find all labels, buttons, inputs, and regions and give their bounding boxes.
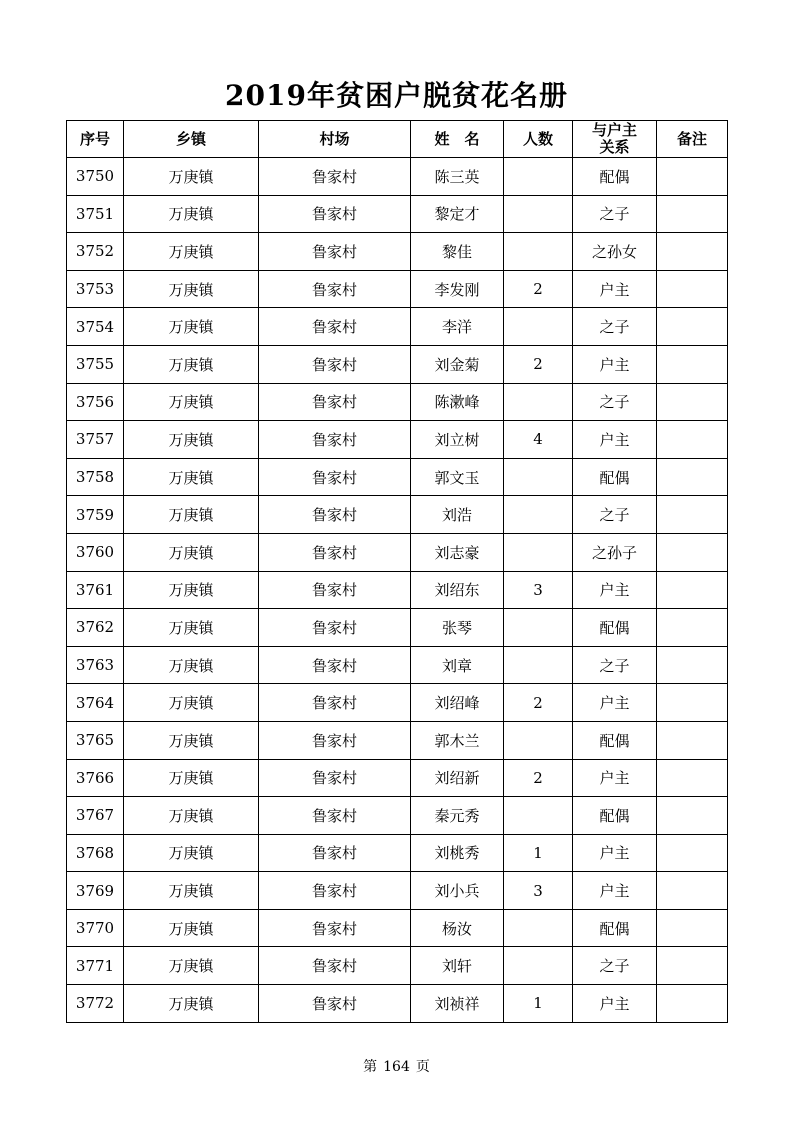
cell-remark xyxy=(657,345,728,383)
table-body xyxy=(67,158,728,1023)
cell-remark xyxy=(657,834,728,872)
cell-town: 万庚镇 xyxy=(124,759,259,797)
cell-seq: 3752 xyxy=(67,233,124,271)
page-number: 164 xyxy=(383,1059,410,1075)
cell-remark xyxy=(657,533,728,571)
cell-village: 鲁家村 xyxy=(259,270,411,308)
cell-name: 秦元秀 xyxy=(411,797,504,835)
table-row xyxy=(67,571,728,609)
cell-count: 3 xyxy=(504,571,573,609)
cell-count xyxy=(504,195,573,233)
cell-relation: 配偶 xyxy=(573,609,657,647)
cell-seq: 3754 xyxy=(67,308,124,346)
cell-village: 鲁家村 xyxy=(259,721,411,759)
cell-seq: 3767 xyxy=(67,797,124,835)
cell-remark xyxy=(657,872,728,910)
cell-name: 黎定才 xyxy=(411,195,504,233)
cell-relation: 配偶 xyxy=(573,909,657,947)
cell-seq: 3768 xyxy=(67,834,124,872)
cell-count: 1 xyxy=(504,985,573,1023)
cell-village: 鲁家村 xyxy=(259,571,411,609)
cell-relation: 之子 xyxy=(573,383,657,421)
cell-village: 鲁家村 xyxy=(259,609,411,647)
cell-town: 万庚镇 xyxy=(124,233,259,271)
cell-seq: 3771 xyxy=(67,947,124,985)
cell-village: 鲁家村 xyxy=(259,797,411,835)
table-row xyxy=(67,233,728,271)
cell-relation: 之孙女 xyxy=(573,233,657,271)
table-row xyxy=(67,909,728,947)
cell-count xyxy=(504,797,573,835)
table-row xyxy=(67,872,728,910)
header-relation-line2: 关系 xyxy=(599,138,630,156)
cell-village: 鲁家村 xyxy=(259,383,411,421)
cell-remark xyxy=(657,721,728,759)
cell-remark xyxy=(657,158,728,196)
cell-town: 万庚镇 xyxy=(124,345,259,383)
header-row xyxy=(67,121,728,158)
footer-suffix: 页 xyxy=(415,1059,430,1075)
cell-relation: 户主 xyxy=(573,985,657,1023)
cell-seq: 3763 xyxy=(67,646,124,684)
cell-count: 2 xyxy=(504,345,573,383)
page-footer xyxy=(0,1056,793,1076)
cell-town: 万庚镇 xyxy=(124,684,259,722)
table-row xyxy=(67,345,728,383)
cell-town: 万庚镇 xyxy=(124,947,259,985)
header-count: 人数 xyxy=(504,121,573,158)
cell-remark xyxy=(657,195,728,233)
cell-name: 刘志豪 xyxy=(411,533,504,571)
table-row xyxy=(67,383,728,421)
cell-count xyxy=(504,158,573,196)
cell-remark xyxy=(657,797,728,835)
table-row xyxy=(67,684,728,722)
cell-relation: 配偶 xyxy=(573,458,657,496)
cell-town: 万庚镇 xyxy=(124,383,259,421)
cell-remark xyxy=(657,646,728,684)
cell-remark xyxy=(657,383,728,421)
cell-relation: 配偶 xyxy=(573,721,657,759)
cell-count xyxy=(504,458,573,496)
cell-count xyxy=(504,646,573,684)
cell-relation: 户主 xyxy=(573,345,657,383)
table-row xyxy=(67,496,728,534)
cell-town: 万庚镇 xyxy=(124,533,259,571)
cell-town: 万庚镇 xyxy=(124,646,259,684)
cell-relation: 之子 xyxy=(573,646,657,684)
header-relation xyxy=(573,121,657,158)
cell-relation: 户主 xyxy=(573,834,657,872)
table-row xyxy=(67,533,728,571)
cell-relation: 之子 xyxy=(573,195,657,233)
table-row xyxy=(67,609,728,647)
cell-town: 万庚镇 xyxy=(124,421,259,459)
cell-name: 刘轩 xyxy=(411,947,504,985)
cell-town: 万庚镇 xyxy=(124,158,259,196)
cell-village: 鲁家村 xyxy=(259,684,411,722)
cell-count xyxy=(504,721,573,759)
cell-town: 万庚镇 xyxy=(124,458,259,496)
cell-relation: 户主 xyxy=(573,421,657,459)
cell-remark xyxy=(657,571,728,609)
cell-seq: 3751 xyxy=(67,195,124,233)
cell-count: 3 xyxy=(504,872,573,910)
cell-seq: 3757 xyxy=(67,421,124,459)
cell-village: 鲁家村 xyxy=(259,909,411,947)
cell-village: 鲁家村 xyxy=(259,834,411,872)
document-title: 2019年贫困户脱贫花名册 xyxy=(225,79,568,112)
cell-count xyxy=(504,947,573,985)
cell-seq: 3762 xyxy=(67,609,124,647)
cell-name: 刘立树 xyxy=(411,421,504,459)
table-row xyxy=(67,759,728,797)
cell-name: 郭文玉 xyxy=(411,458,504,496)
cell-seq: 3759 xyxy=(67,496,124,534)
cell-town: 万庚镇 xyxy=(124,270,259,308)
cell-remark xyxy=(657,947,728,985)
cell-name: 刘桃秀 xyxy=(411,834,504,872)
table-row xyxy=(67,646,728,684)
header-town: 乡镇 xyxy=(124,121,259,158)
header-name: 姓 名 xyxy=(411,121,504,158)
cell-remark xyxy=(657,759,728,797)
table-row xyxy=(67,308,728,346)
cell-relation: 之子 xyxy=(573,947,657,985)
cell-name: 张琴 xyxy=(411,609,504,647)
cell-name: 刘绍新 xyxy=(411,759,504,797)
table-row xyxy=(67,270,728,308)
cell-seq: 3750 xyxy=(67,158,124,196)
cell-remark xyxy=(657,233,728,271)
cell-count: 1 xyxy=(504,834,573,872)
cell-village: 鲁家村 xyxy=(259,985,411,1023)
cell-town: 万庚镇 xyxy=(124,909,259,947)
cell-count: 2 xyxy=(504,684,573,722)
cell-seq: 3770 xyxy=(67,909,124,947)
cell-village: 鲁家村 xyxy=(259,872,411,910)
table-header xyxy=(67,121,728,158)
cell-relation: 户主 xyxy=(573,571,657,609)
cell-remark xyxy=(657,985,728,1023)
cell-town: 万庚镇 xyxy=(124,609,259,647)
cell-seq: 3753 xyxy=(67,270,124,308)
cell-village: 鲁家村 xyxy=(259,533,411,571)
cell-count xyxy=(504,383,573,421)
cell-name: 刘绍峰 xyxy=(411,684,504,722)
cell-town: 万庚镇 xyxy=(124,985,259,1023)
cell-remark xyxy=(657,909,728,947)
cell-village: 鲁家村 xyxy=(259,345,411,383)
table-row xyxy=(67,797,728,835)
cell-village: 鲁家村 xyxy=(259,646,411,684)
cell-remark xyxy=(657,496,728,534)
cell-village: 鲁家村 xyxy=(259,158,411,196)
footer-prefix: 第 xyxy=(363,1059,378,1075)
cell-seq: 3761 xyxy=(67,571,124,609)
cell-name: 刘祯祥 xyxy=(411,985,504,1023)
cell-town: 万庚镇 xyxy=(124,496,259,534)
cell-seq: 3764 xyxy=(67,684,124,722)
header-remark: 备注 xyxy=(657,121,728,158)
cell-relation: 配偶 xyxy=(573,158,657,196)
header-seq: 序号 xyxy=(67,121,124,158)
header-village: 村场 xyxy=(259,121,411,158)
cell-relation: 户主 xyxy=(573,684,657,722)
table-row xyxy=(67,985,728,1023)
cell-seq: 3769 xyxy=(67,872,124,910)
cell-village: 鲁家村 xyxy=(259,421,411,459)
cell-name: 刘浩 xyxy=(411,496,504,534)
cell-village: 鲁家村 xyxy=(259,308,411,346)
cell-relation: 户主 xyxy=(573,872,657,910)
cell-town: 万庚镇 xyxy=(124,571,259,609)
cell-name: 刘金菊 xyxy=(411,345,504,383)
cell-town: 万庚镇 xyxy=(124,797,259,835)
table-row xyxy=(67,195,728,233)
table-row xyxy=(67,421,728,459)
cell-relation: 户主 xyxy=(573,270,657,308)
cell-count: 4 xyxy=(504,421,573,459)
cell-count xyxy=(504,609,573,647)
cell-remark xyxy=(657,421,728,459)
cell-village: 鲁家村 xyxy=(259,759,411,797)
table-row xyxy=(67,458,728,496)
table-row xyxy=(67,834,728,872)
cell-count xyxy=(504,233,573,271)
cell-relation: 配偶 xyxy=(573,797,657,835)
cell-name: 李发刚 xyxy=(411,270,504,308)
cell-town: 万庚镇 xyxy=(124,308,259,346)
cell-name: 郭木兰 xyxy=(411,721,504,759)
cell-village: 鲁家村 xyxy=(259,195,411,233)
cell-count xyxy=(504,308,573,346)
cell-name: 黎佳 xyxy=(411,233,504,271)
cell-count: 2 xyxy=(504,270,573,308)
cell-count xyxy=(504,496,573,534)
cell-seq: 3756 xyxy=(67,383,124,421)
cell-name: 陈漱峰 xyxy=(411,383,504,421)
cell-name: 陈三英 xyxy=(411,158,504,196)
cell-town: 万庚镇 xyxy=(124,872,259,910)
cell-village: 鲁家村 xyxy=(259,458,411,496)
cell-remark xyxy=(657,270,728,308)
table-row xyxy=(67,947,728,985)
cell-name: 刘小兵 xyxy=(411,872,504,910)
cell-remark xyxy=(657,308,728,346)
cell-remark xyxy=(657,684,728,722)
cell-relation: 之子 xyxy=(573,308,657,346)
cell-seq: 3755 xyxy=(67,345,124,383)
poverty-roster-table xyxy=(66,120,728,1023)
cell-village: 鲁家村 xyxy=(259,947,411,985)
cell-town: 万庚镇 xyxy=(124,195,259,233)
header-relation-line1: 与户主 xyxy=(591,121,637,139)
cell-seq: 3765 xyxy=(67,721,124,759)
cell-count xyxy=(504,909,573,947)
cell-remark xyxy=(657,609,728,647)
cell-count: 2 xyxy=(504,759,573,797)
cell-relation: 之子 xyxy=(573,496,657,534)
cell-village: 鲁家村 xyxy=(259,496,411,534)
cell-name: 刘绍东 xyxy=(411,571,504,609)
cell-count xyxy=(504,533,573,571)
cell-name: 刘章 xyxy=(411,646,504,684)
cell-town: 万庚镇 xyxy=(124,721,259,759)
cell-name: 杨汝 xyxy=(411,909,504,947)
cell-village: 鲁家村 xyxy=(259,233,411,271)
cell-name: 李洋 xyxy=(411,308,504,346)
table-row xyxy=(67,158,728,196)
cell-seq: 3772 xyxy=(67,985,124,1023)
table-row xyxy=(67,721,728,759)
cell-seq: 3766 xyxy=(67,759,124,797)
cell-town: 万庚镇 xyxy=(124,834,259,872)
cell-seq: 3758 xyxy=(67,458,124,496)
cell-seq: 3760 xyxy=(67,533,124,571)
cell-relation: 户主 xyxy=(573,759,657,797)
cell-remark xyxy=(657,458,728,496)
cell-relation: 之孙子 xyxy=(573,533,657,571)
